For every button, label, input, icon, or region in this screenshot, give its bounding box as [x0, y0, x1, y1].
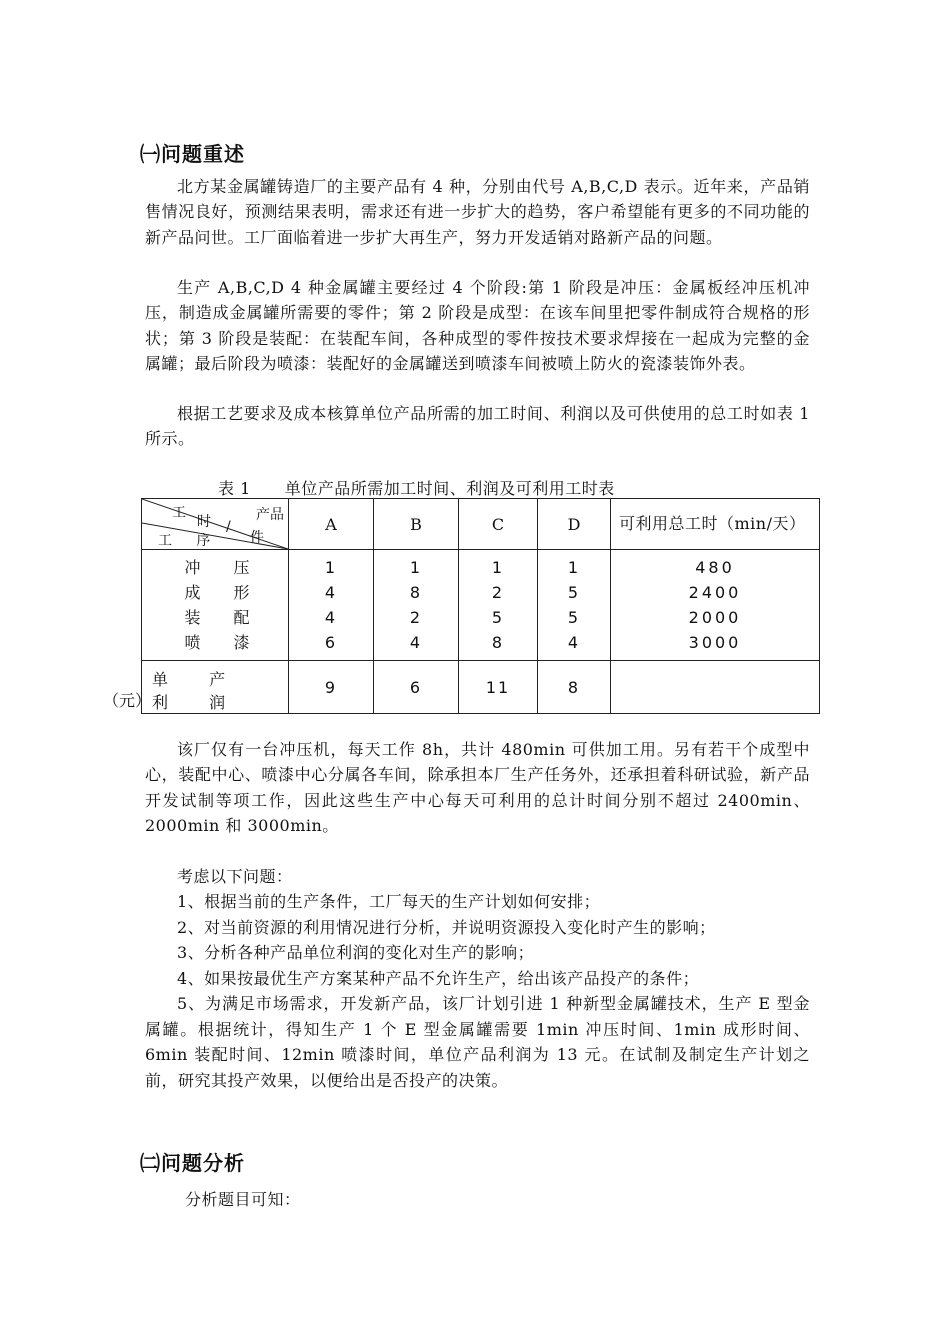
stage-stamping: 冲 压: [184, 558, 264, 577]
paragraph-table-ref: 根据工艺要求及成本核算单位产品所需的加工时间、利润以及可供使用的总工时如表 1 所示。: [145, 404, 810, 449]
paragraph-stages: 生产 A,B,C,D 4 种金属罐主要经过 4 个阶段:第 1 阶段是冲压：金属板经冲压机冲压，制造成金属罐所需要的零件；第 2 阶段是成型：在该车间里把零件制成符合规格的形状；第 3 阶段是装配：在装配车间，各种成型的零件按技术要求焊接在一起成为完整的金属罐；最后阶段为喷漆：装配好的金属罐送到喷漆车间被喷上防火的瓷漆装饰外表。: [145, 278, 810, 374]
time-b-forming: 8: [409, 583, 423, 602]
times-b-cell: [374, 550, 459, 661]
capacity-forming: 2400: [688, 583, 742, 602]
corner-header-cell: [142, 499, 289, 550]
stage-assembly: 装 配: [184, 608, 264, 627]
questions-list: [145, 889, 810, 1093]
corner-label-slash: /: [226, 519, 231, 535]
header-product-b: B: [374, 499, 459, 550]
corner-label-process: 工 序: [158, 533, 221, 549]
time-d-forming: 5: [567, 583, 581, 602]
question-2: 2、对当前资源的利用情况进行分析，并说明资源投入变化时产生的影响；: [177, 917, 716, 937]
profit-b: 6: [374, 661, 459, 714]
times-d-cell: [538, 550, 611, 661]
time-a-assembly: 4: [324, 608, 338, 627]
time-a-stamping: 1: [324, 558, 338, 577]
question-1: 1、根据当前的生产条件，工厂每天的生产计划如何安排；: [177, 892, 601, 911]
stage-list-cell: [142, 550, 289, 661]
time-c-forming: 2: [491, 583, 505, 602]
time-b-painting: 4: [409, 633, 423, 652]
corner-label-product: 产品: [256, 507, 284, 523]
paragraph-after-table: 该厂仅有一台冲压机，每天工作 8h，共计 480min 可供加工用。另有若干个成型中心，装配中心、喷漆中心分属各车间，除承担本厂生产任务外，还承担着科研试验，新产品开发试制等项工作，因此这些生产中心每天可利用的总计时间分别不超过 2400min、2000min 和 3000min。: [145, 740, 810, 836]
header-product-a: A: [289, 499, 374, 550]
time-a-painting: 6: [324, 633, 338, 652]
paragraph-intro: 北方某金属罐铸造厂的主要产品有 4 种，分别由代号 A,B,C,D 表示。近年来，产品销售情况良好，预测结果表明，需求还有进一步扩大的趋势，客户希望能有更多的不同功能的新产品问世。工厂面临着进一步扩大再生产，努力开发适销对路新产品的问题。: [145, 177, 810, 247]
times-a-cell: [289, 550, 374, 661]
corner-label-hour: 时: [197, 514, 211, 530]
capacity-painting: 3000: [688, 633, 742, 652]
header-product-d: D: [538, 499, 611, 550]
time-a-forming: 4: [324, 583, 338, 602]
header-capacity: 可利用总工时（min/天）: [611, 499, 820, 550]
question-4: 4、如果按最优生产方案某种产品不允许生产，给出该产品投产的条件；: [177, 968, 700, 988]
section-2-title: ㈡问题分析: [140, 1151, 245, 1175]
production-table: [141, 498, 820, 714]
profit-a: 9: [289, 661, 374, 714]
capacity-assembly: 2000: [688, 608, 742, 627]
corner-label-piece: 件: [250, 530, 264, 546]
section-2-intro: 分析题目可知：: [185, 1190, 301, 1209]
time-d-stamping: 1: [567, 558, 581, 577]
table-caption-number: 表 1: [218, 479, 251, 498]
section-1-title: ㈠问题重述: [140, 142, 245, 166]
corner-label-work: 工: [172, 505, 186, 521]
profit-capacity-empty: [611, 661, 820, 714]
question-3: 3、分析各种产品单位利润的变化对生产的影响；: [177, 943, 535, 962]
capacity-cell: [611, 550, 820, 661]
time-c-assembly: 5: [491, 608, 505, 627]
times-c-cell: [459, 550, 538, 661]
profit-c: 11: [459, 661, 538, 714]
time-d-painting: 4: [567, 633, 581, 652]
capacity-stamping: 480: [695, 558, 735, 577]
time-d-assembly: 5: [567, 608, 581, 627]
profit-unit: （元）: [103, 691, 152, 710]
time-b-assembly: 2: [409, 608, 423, 627]
stage-forming: 成 形: [184, 583, 264, 602]
profit-label: 单 产 利 润: [142, 661, 289, 714]
question-5: 5、为满足市场需求，开发新产品，该厂计划引进 1 种新型金属罐技术，生产 E 型金属罐。根据统计，得知生产 1 个 E 型金属罐需要 1min 冲压时间、1min 成形时间、6min 装配时间、12min 喷漆时间，单位产品利润为 13 元。在试制及制定生产计划之前，研究其投产效果，以便给出是否投产的决策。: [145, 994, 810, 1090]
time-c-painting: 8: [491, 633, 505, 652]
header-product-c: C: [459, 499, 538, 550]
table-caption-text: 单位产品所需加工时间、利润及可利用工时表: [284, 479, 615, 498]
stage-painting: 喷 漆: [184, 633, 264, 652]
time-c-stamping: 1: [491, 558, 505, 577]
profit-d: 8: [538, 661, 611, 714]
questions-intro: 考虑以下问题：: [177, 867, 293, 886]
table-caption: [218, 476, 615, 499]
time-b-stamping: 1: [409, 558, 423, 577]
